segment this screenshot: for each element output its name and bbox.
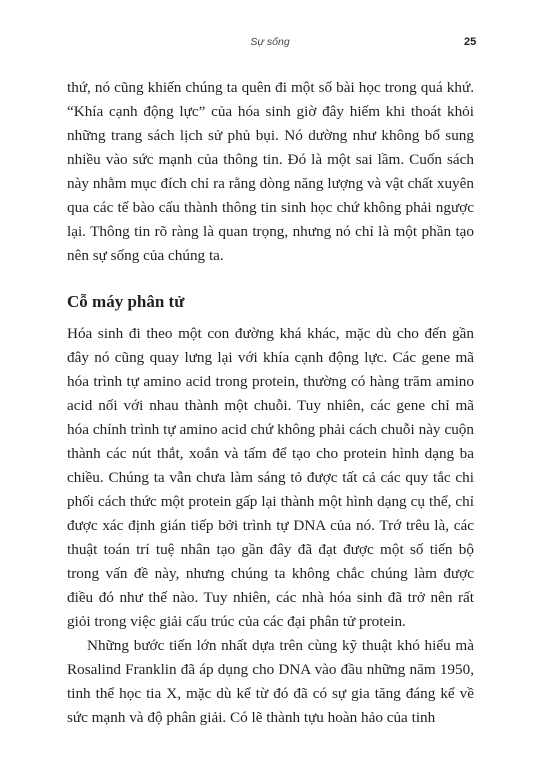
page-number: 25 <box>464 36 477 48</box>
body-paragraph-1: thứ, nó cũng khiến chúng ta quên đi một số bài học trong quá khứ. “Khía cạnh động lực” của hóa sinh giờ đây hiếm khi thoát khỏi những trang sách lịch sử phủ bụi. Nó dường như không bổ sung nhiều vào sức mạnh của thông tin. Đó là một sai lầm. Cuốn sách này nhằm mục đích chỉ ra rằng dòng năng lượng và vật chất xuyên qua các tế bào cấu thành thông tin sinh học chứ không phải ngược lại. Thông tin rõ ràng là quan trọng, nhưng nó chỉ là một phần tạo nên sự sống của chúng ta. <box>67 79 474 264</box>
running-title: Sự sống <box>250 36 290 48</box>
page-body <box>67 76 474 730</box>
section-title: Cỗ máy phân tử <box>67 292 185 311</box>
body-paragraph-3: Những bước tiến lớn nhất dựa trên cùng kỹ thuật khó hiểu mà Rosalind Franklin đã áp dụng cho DNA vào đầu những năm 1950, tinh thể học tia X, mặc dù kể từ đó đã có sự gia tăng đáng kể về sức mạnh và độ phân giải. Có lẽ thành tựu hoàn hảo của tinh <box>67 637 474 726</box>
body-paragraph-2: Hóa sinh đi theo một con đường khá khác, mặc dù cho đến gần đây nó cũng quay lưng lại với khía cạnh động lực. Các gene mã hóa trình tự amino acid trong protein, thường có hàng trăm amino acid nối với nhau thành một chuỗi. Tuy nhiên, các gene chỉ mã hóa chính trình tự amino acid chứ không phải cách chuỗi này cuộn thành các nút thắt, xoắn và tấm để tạo cho protein hình dạng ba chiều. Chúng ta vẫn chưa làm sáng tỏ được tất cả các quy tắc chi phối cách thức một protein gấp lại thành một hình dạng cụ thể, chỉ được xác định gián tiếp bởi trình tự DNA của nó. Trớ trêu là, các thuật toán trí tuệ nhân tạo gần đây đã đạt được một số tiến bộ trong vấn đề này, nhưng chúng ta không chắc chúng làm được điều đó như thế nào. Tuy nhiên, các nhà hóa sinh đã trở nên rất giỏi trong việc giải cấu trúc của các đại phân tử protein. <box>67 325 474 630</box>
page-header <box>0 36 540 52</box>
